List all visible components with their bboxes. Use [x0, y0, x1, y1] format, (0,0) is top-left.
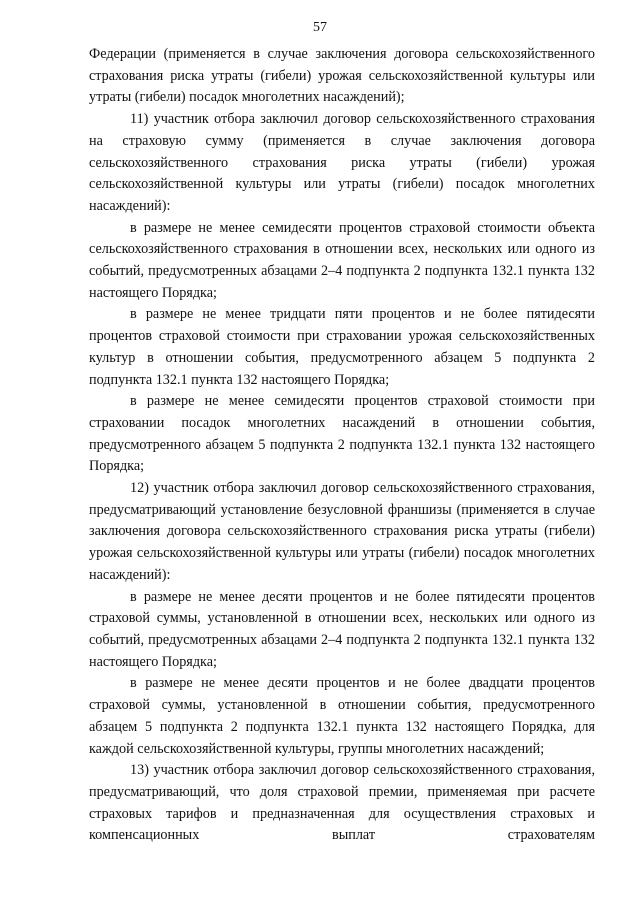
paragraph-item-11-sub-3: в размере не менее семидесяти процентов страховой стоимости при страховании посадок многолетних насаждений в отношении события, предусмотренного абзацем 5 подпункта 2 подпункта 132.1 пункта 132 настоящего Порядка; [89, 393, 595, 475]
document-body [89, 44, 595, 847]
paragraph-item-12-sub-1: в размере не менее десяти процентов и не более пятидесяти процентов страховой суммы, установленной в отношении всех, нескольких или одного из событий, предусмотренных абзацами 2–4 подпункта 2 подпункта 132.1 пункта 132 настоящего Порядка; [89, 588, 595, 670]
page-number: 57 [313, 20, 327, 35]
paragraph-item-11: 11) участник отбора заключил договор сельскохозяйственного страхования на страховую сумму (применяется в случае заключения договора сельскохозяйственного страхования риска утраты (гибели) урожая сельскохозяйственной культуры или утраты (гибели) посадок многолетних насаждений): [89, 111, 595, 214]
paragraph-item-11-sub-2: в размере не менее тридцати пяти процентов и не более пятидесяти процентов страховой стоимости при страховании урожая сельскохозяйственных культур в отношении события, предусмотренного абзацем 5 подпункта 2 подпункта 132.1 пункта 132 настоящего Порядка; [89, 306, 595, 388]
paragraph-item-12: 12) участник отбора заключил договор сельскохозяйственного страхования, предусматривающий установление безусловной франшизы (применяется в случае заключения договора сельскохозяйственного страхования риска утраты (гибели) урожая сельскохозяйственной культуры или утраты (гибели) посадок многолетних насаждений): [89, 480, 595, 583]
paragraph-item-11-sub-1: в размере не менее семидесяти процентов страховой стоимости объекта сельскохозяйственного страхования в отношении всех, нескольких или одного из событий, предусмотренных абзацами 2–4 подпункта 2 подпункта 132.1 пункта 132 настоящего Порядка; [89, 219, 595, 301]
paragraph-continuation: Федерации (применяется в случае заключения договора сельскохозяйственного страхования риска утраты (гибели) урожая сельскохозяйственной культуры или утраты (гибели) посадок многолетних насаждений); [89, 46, 595, 106]
paragraph-item-13: 13) участник отбора заключил договор сельскохозяйственного страхования, предусматривающий, что доля страховой премии, применяемая при расчете страховых тарифов и предназначенная для осуществления страховых и компенсационных выплат страхователям [89, 762, 595, 844]
paragraph-item-12-sub-2: в размере не менее десяти процентов и не более двадцати процентов страховой суммы, установленной в отношении события, предусмотренного абзацем 5 подпункта 2 подпункта 132.1 пункта 132 настоящего Порядка, для каждой сельскохозяйственной культуры, группы многолетних насаждений; [89, 675, 595, 757]
